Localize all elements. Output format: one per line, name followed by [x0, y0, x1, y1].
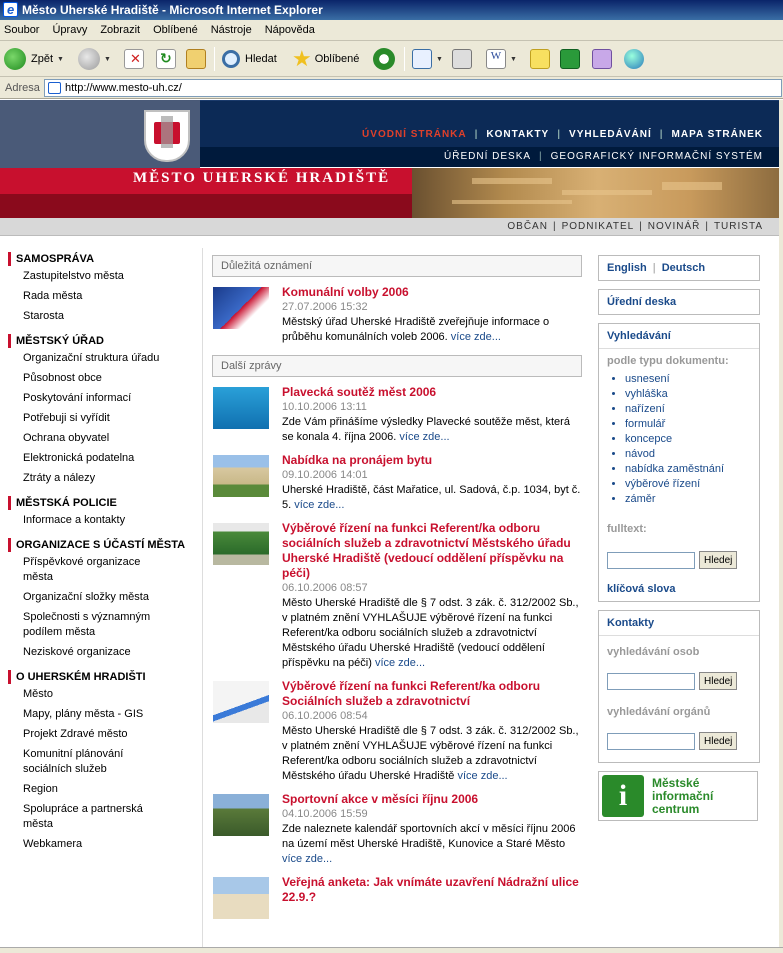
left-menu — [0, 248, 200, 953]
menu-bar — [0, 20, 783, 41]
search-box-title: Vyhledávání — [607, 330, 671, 342]
nav-tourist[interactable]: TURISTA — [713, 221, 763, 232]
print-button[interactable] — [452, 47, 472, 71]
persons-search-button[interactable]: Hledej — [699, 672, 737, 690]
menu-section-title: MĚSTSKÝ ÚŘAD — [8, 334, 200, 348]
news-item — [212, 679, 582, 784]
more-link[interactable]: více zde... — [282, 853, 333, 865]
news-date: 06.10.2006 08:54 — [282, 710, 368, 722]
doc-type-link[interactable]: • vyhláška — [625, 387, 751, 402]
park-thumbnail[interactable] — [213, 523, 269, 565]
news-item — [212, 875, 582, 905]
doc-type-link[interactable]: • formulář — [625, 417, 751, 432]
info-centre-banner[interactable] — [598, 771, 758, 821]
mail-icon — [412, 49, 432, 69]
news-text: Město Uherské Hradiště dle § 7 odst. 3 zák. č. 312/2002 Sb., v platném znění VYHLAŠUJE výběrové řízení na funkci Referent/ka odboru sociálních služeb a zdravotnictví Městského úřadu Uherské Hradiště více zde... — [282, 725, 579, 782]
address-bar — [0, 77, 783, 99]
news-date: 09.10.2006 14:01 — [282, 469, 368, 481]
lang-english[interactable]: English — [607, 262, 647, 274]
menu-section-title: MĚSTSKÁ POLICIE — [8, 496, 200, 510]
column-divider — [202, 248, 203, 953]
menu-item[interactable]: Region — [23, 783, 58, 795]
news-title[interactable]: Nabídka na pronájem bytu — [282, 453, 433, 467]
messenger-button[interactable] — [624, 47, 644, 71]
main-nav: ÚVODNÍ STRÁNKA | KONTAKTY | VYHLEDÁVÁNÍ | MAPA STRÁNEK — [200, 100, 783, 147]
news-text: Městský úřad Uherské Hradiště zveřejňuje informace o průběhu komunálních voleb 2006. více zde... — [282, 316, 550, 343]
news-item — [212, 792, 582, 867]
search-label: Hledat — [245, 53, 277, 65]
nav-contacts[interactable]: KONTAKTY — [486, 129, 550, 140]
menu-item[interactable]: Organizační složky města — [23, 591, 149, 603]
banner-dark-strip — [0, 194, 412, 218]
menu-section-title: ORGANIZACE S ÚČASTÍ MĚSTA — [8, 538, 200, 552]
news-item — [212, 521, 582, 671]
search-box — [598, 323, 760, 602]
edit-button[interactable] — [486, 47, 517, 71]
printer-icon — [452, 49, 472, 69]
messenger-icon — [624, 49, 644, 69]
address-input[interactable] — [44, 79, 782, 97]
back-button[interactable] — [4, 47, 64, 71]
doc-type-link[interactable]: • výběrové řízení — [625, 477, 751, 492]
volby-thumbnail[interactable] — [213, 287, 269, 329]
address-label: Adresa — [5, 82, 40, 94]
dropdown-arrow-icon[interactable]: ▼ — [104, 55, 111, 63]
site-title: MĚSTO UHERSKÉ HRADIŠTĚ — [133, 170, 391, 186]
news-title[interactable]: Komunální volby 2006 — [282, 285, 409, 299]
messenger-pro-button[interactable] — [560, 47, 580, 71]
nav-board[interactable]: ÚŘEDNÍ DESKA — [444, 151, 532, 162]
news-text: Zde naleznete kalendář sportovních akcí v měsíci říjnu 2006 na území měst Uherské Hradiště, Kunovice a Staré Město více zde... — [282, 823, 576, 865]
doc-type-link[interactable]: • nařízení — [625, 402, 751, 417]
menu-item[interactable]: Město — [23, 688, 53, 700]
info-line2: informační — [652, 788, 714, 803]
note-icon — [530, 49, 550, 69]
star-icon: ★ — [292, 46, 312, 71]
nav-business[interactable]: PODNIKATEL — [561, 221, 635, 232]
fulltext-label: fulltext: — [607, 523, 647, 535]
page-icon — [48, 82, 61, 94]
doc-type-label: podle typu dokumentu: — [607, 355, 729, 367]
status-bar — [0, 947, 783, 953]
header-banner — [0, 168, 783, 218]
keywords-link[interactable]: klíčová slova — [607, 583, 676, 595]
nav-sitemap[interactable]: MAPA STRÁNEK — [671, 129, 763, 140]
menu-item[interactable]: Webkamera — [23, 838, 83, 850]
city-aerial-photo — [412, 168, 783, 218]
bodies-search-button[interactable]: Hledej — [699, 732, 737, 750]
back-label: Zpět — [31, 53, 54, 65]
menu-section-title: SAMOSPRÁVA — [8, 252, 200, 266]
news-date: 06.10.2006 08:57 — [282, 582, 368, 594]
menu-item[interactable]: Zastupitelstvo města — [23, 270, 124, 282]
cyclist-thumbnail[interactable] — [213, 794, 269, 836]
more-link[interactable]: více zde... — [399, 431, 450, 443]
history-button[interactable] — [373, 47, 395, 71]
nav-journalist[interactable]: NOVINÁŘ — [647, 221, 701, 232]
menu-item[interactable]: Příspěvkové organizace města — [23, 556, 141, 583]
menu-item[interactable]: Působnost obce — [23, 372, 102, 384]
refresh-icon: ↻ — [156, 49, 176, 69]
persons-input[interactable] — [607, 673, 695, 690]
window-title: Město Uherské Hradiště - Microsoft Internet Explorer — [22, 3, 323, 17]
toolbar-separator — [214, 47, 215, 71]
news-text: Město Uherské Hradiště dle § 7 odst. 3 zák. č. 312/2002 Sb., v platném znění VYHLAŠUJE výběrové řízení na funkci Referent/ka odboru sociálních služeb a zdravotnictví Městského úřadu Uherské Hradiště (vedoucí oddělení příspěvku na péči) více zde... — [282, 597, 579, 669]
news-title[interactable]: Veřejná anketa: Jak vnímáte uzavření Nádražní ulice 22.9.? — [282, 875, 579, 904]
news-item — [212, 385, 582, 445]
board-link[interactable]: Úřední deska — [607, 296, 677, 308]
menu-item[interactable]: Komunitní plánování sociálních služeb — [23, 748, 124, 775]
info-line3: centrum — [652, 801, 700, 816]
news-title[interactable]: Výběrové řízení na funkci Referent/ka odboru Sociálních služeb a zdravotnictví — [282, 679, 541, 708]
news-date: 27.07.2006 15:32 — [282, 301, 368, 313]
contacts-title: Kontakty — [607, 617, 655, 629]
lang-separator: | — [652, 262, 656, 274]
menu-item[interactable]: Ochrana obyvatel — [23, 432, 110, 444]
menu-soubor[interactable]: Soubor — [4, 24, 40, 36]
ie-icon — [3, 2, 18, 17]
nav-home[interactable]: ÚVODNÍ STRÁNKA — [362, 129, 467, 140]
refresh-button[interactable] — [156, 47, 176, 71]
important-header: Důležitá oznámení — [212, 255, 582, 277]
lang-deutsch[interactable]: Deutsch — [661, 262, 706, 274]
more-link[interactable]: více zde... — [457, 770, 508, 782]
menu-item[interactable]: Společnosti s významným podílem města — [23, 611, 151, 638]
dropdown-arrow-icon[interactable]: ▼ — [57, 55, 64, 63]
header-logo-area — [0, 100, 200, 168]
window-titlebar — [0, 0, 783, 20]
fulltext-search-button[interactable]: Hledej — [699, 551, 737, 569]
back-arrow-icon — [4, 48, 26, 70]
news-text: Zde Vám přinášíme výsledky Plavecké soutěže měst, která se konala 4. října 2006. více zde... — [282, 416, 570, 443]
doc-type-link[interactable]: • záměr — [625, 492, 751, 507]
pro-icon — [560, 49, 580, 69]
menu-nastroje[interactable]: Nástroje — [210, 24, 252, 36]
city-crest-icon[interactable] — [144, 110, 190, 162]
menu-item[interactable]: Projekt Zdravé město — [23, 728, 128, 740]
doc-type-link[interactable]: • návod — [625, 447, 751, 462]
fulltext-input[interactable] — [607, 552, 695, 569]
menu-oblibene[interactable]: Oblíbené — [153, 24, 198, 36]
language-box — [598, 255, 760, 281]
news-title[interactable]: Výběrové řízení na funkci Referent/ka odboru sociálních služeb a zdravotnictví Městského úřadu Uherské Hradiště (vedoucí oddělení příspěvku na péči) — [282, 521, 571, 580]
menu-item[interactable]: Informace a kontakty — [23, 514, 126, 526]
address-url: http://www.mesto-uh.cz/ — [65, 82, 182, 94]
secondary-nav: ÚŘEDNÍ DESKA | GEOGRAFICKÝ INFORMAČNÍ SYSTÉM — [200, 147, 783, 167]
stop-icon: ✕ — [124, 49, 144, 69]
news-date: 04.10.2006 15:59 — [282, 808, 368, 820]
menu-item[interactable]: Poskytování informací — [23, 392, 132, 404]
bodies-input[interactable] — [607, 733, 695, 750]
home-icon — [186, 49, 206, 69]
news-item — [212, 453, 582, 513]
bodies-label: vyhledávání orgánů — [607, 706, 711, 718]
dropdown-arrow-icon[interactable]: ▼ — [510, 55, 517, 63]
forward-arrow-icon — [78, 48, 100, 70]
info-icon: i — [602, 775, 644, 817]
more-link[interactable]: více zde... — [294, 499, 345, 511]
menu-item[interactable]: Spolupráce a partnerská města — [23, 803, 143, 830]
toolbar — [0, 41, 783, 77]
web-page — [0, 100, 783, 953]
right-column — [598, 255, 760, 821]
window-edge — [779, 100, 783, 947]
news-title[interactable]: Sportovní akce v měsíci říjnu 2006 — [282, 792, 479, 806]
menu-item[interactable]: Neziskové organizace — [23, 646, 131, 658]
menu-item[interactable]: Elektronická podatelna — [23, 452, 135, 464]
news-header: Další zprávy — [212, 355, 582, 377]
search-button[interactable] — [222, 47, 277, 71]
contacts-box — [598, 610, 760, 763]
toolbar-separator — [404, 47, 405, 71]
menu-item[interactable]: Potřebuji si vyřídit — [23, 412, 110, 424]
news-item — [212, 285, 582, 345]
stop-button[interactable] — [124, 47, 144, 71]
favorites-label: Oblíbené — [314, 53, 360, 65]
dropdown-arrow-icon[interactable]: ▼ — [436, 55, 443, 63]
research-icon — [592, 49, 612, 69]
pen-document-thumbnail[interactable] — [213, 681, 269, 723]
forward-button[interactable] — [78, 47, 111, 71]
menu-item[interactable]: Starosta — [23, 310, 64, 322]
church-thumbnail[interactable] — [213, 877, 269, 919]
note-button[interactable] — [530, 47, 550, 71]
nav-search[interactable]: VYHLEDÁVÁNÍ — [569, 129, 652, 140]
favorites-button[interactable] — [292, 47, 359, 71]
word-icon: W — [486, 49, 506, 69]
home-button[interactable] — [186, 47, 206, 71]
news-date: 10.10.2006 13:11 — [282, 401, 367, 413]
board-box — [598, 289, 760, 315]
doc-type-link[interactable]: • nabídka zaměstnání — [625, 462, 751, 477]
doc-type-link[interactable]: • koncepce — [625, 432, 751, 447]
menu-item[interactable]: Rada města — [23, 290, 83, 302]
persons-label: vyhledávání osob — [607, 646, 700, 658]
audience-nav: OBČAN | PODNIKATEL | NOVINÁŘ | TURISTA — [0, 218, 783, 236]
more-link[interactable]: více zde... — [450, 331, 501, 343]
menu-item[interactable]: Ztráty a nálezy — [23, 472, 96, 484]
menu-upravy[interactable]: Úpravy — [52, 24, 88, 36]
menu-zobrazit[interactable]: Zobrazit — [100, 24, 141, 36]
swimming-thumbnail[interactable] — [213, 387, 269, 429]
menu-section-title: O UHERSKÉM HRADIŠTI — [8, 670, 200, 684]
news-text: Uherské Hradiště, část Mařatice, ul. Sadová, č.p. 1034, byt č. 5. více zde... — [282, 484, 581, 511]
mail-button[interactable] — [412, 47, 443, 71]
menu-item[interactable]: Organizační struktura úřadu — [23, 352, 160, 364]
more-link[interactable]: více zde... — [374, 657, 426, 669]
building-thumbnail[interactable] — [213, 455, 269, 497]
research-button[interactable] — [592, 47, 612, 71]
menu-item[interactable]: Mapy, plány města - GIS — [23, 708, 144, 720]
doc-type-list — [625, 372, 751, 507]
search-icon — [222, 50, 240, 68]
info-line1: Městské — [652, 775, 700, 790]
doc-type-link[interactable]: • usnesení — [625, 372, 751, 387]
history-icon — [373, 48, 395, 70]
menu-napoveda[interactable]: Nápověda — [264, 24, 315, 36]
nav-citizen[interactable]: OBČAN — [507, 221, 548, 232]
news-column — [212, 255, 582, 905]
news-title[interactable]: Plavecká soutěž měst 2006 — [282, 385, 437, 399]
nav-gis[interactable]: GEOGRAFICKÝ INFORMAČNÍ SYSTÉM — [550, 151, 763, 162]
